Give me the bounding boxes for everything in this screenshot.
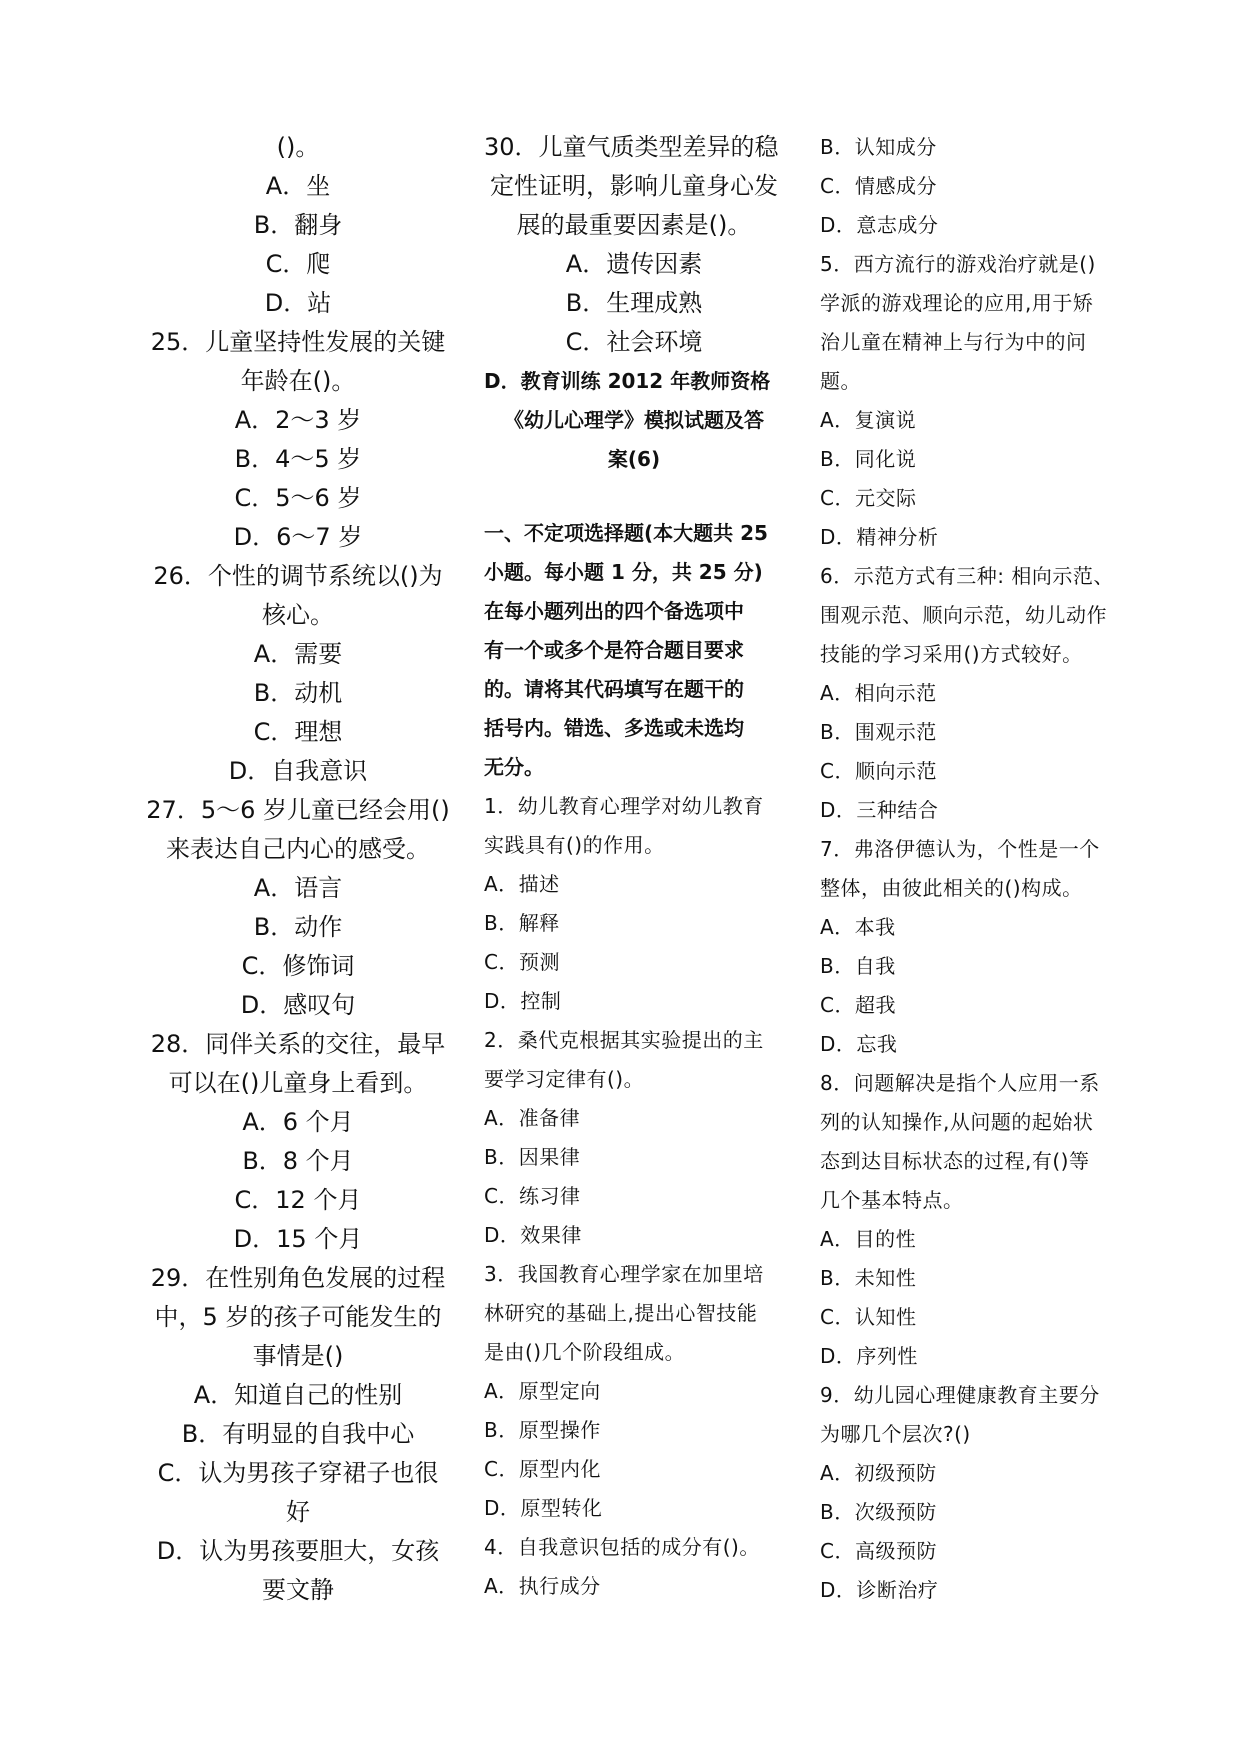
- column-right: [820, 128, 1120, 1610]
- instruction-line: 括号内。错选、多选或未选均: [484, 716, 744, 740]
- question-line: 几个基本特点。: [820, 1188, 964, 1212]
- question-line: 展的最重要因素是()。: [516, 211, 752, 239]
- question-line: 30．儿童气质类型差异的稳: [484, 133, 779, 161]
- question-line: D．三种结合: [820, 798, 939, 822]
- question-line: 1．幼儿教育心理学对幼儿教育: [484, 794, 764, 818]
- text-line: A．需要: [253, 640, 343, 668]
- question-line: B．生理成熟: [565, 289, 703, 317]
- text-line: A．6 个月: [242, 1108, 354, 1136]
- question-line: B．因果律: [484, 1145, 581, 1169]
- question-line: D．诊断治疗: [820, 1578, 939, 1602]
- text-line: 可以在()儿童身上看到。: [168, 1069, 428, 1097]
- question-line: B．自我: [820, 954, 896, 978]
- question-line: C．高级预防: [820, 1539, 937, 1563]
- text-line: C．爬: [265, 250, 331, 278]
- title-line: 《幼儿心理学》模拟试题及答: [504, 408, 764, 432]
- question-line: 治儿童在精神上与行为中的问: [820, 330, 1087, 354]
- text-line: 28．同伴关系的交往，最早: [150, 1030, 446, 1058]
- text-line: 26．个性的调节系统以()为: [153, 562, 443, 590]
- text-line: C．修饰词: [241, 952, 355, 980]
- text-line: A．2～3 岁: [234, 406, 362, 434]
- text-line: B．动作: [253, 913, 343, 941]
- text-line: D．15 个月: [233, 1225, 363, 1253]
- question-line: 定性证明，影响儿童身心发: [490, 172, 778, 200]
- text-line: A．坐: [265, 172, 331, 200]
- question-30-block: [484, 128, 784, 362]
- text-line: 好: [286, 1498, 310, 1526]
- question-line: B．围观示范: [820, 720, 937, 744]
- text-line: D．站: [264, 289, 332, 317]
- question-line: 围观示范、顺向示范，幼儿动作: [820, 603, 1107, 627]
- exam-title-block: [484, 362, 784, 479]
- question-line: B．原型操作: [484, 1418, 601, 1442]
- text-line: D．认为男孩要胆大，女孩: [156, 1537, 440, 1565]
- text-line: B．有明显的自我中心: [181, 1420, 415, 1448]
- question-line: 为哪几个层次?(): [820, 1422, 971, 1446]
- question-line: B．次级预防: [820, 1500, 937, 1524]
- question-line: B．认知成分: [820, 135, 937, 159]
- question-line: 技能的学习采用()方式较好。: [820, 642, 1083, 666]
- text-line: 核心。: [262, 601, 334, 629]
- question-line: C．练习律: [484, 1184, 581, 1208]
- question-line: C．社会环境: [565, 328, 703, 356]
- question-line: A．相向示范: [820, 681, 937, 705]
- question-line: A．本我: [820, 915, 896, 939]
- question-line: 6．示范方式有三种: 相向示范、: [820, 564, 1114, 588]
- text-line: C．12 个月: [234, 1186, 362, 1214]
- question-line: A．准备律: [484, 1106, 581, 1130]
- title-line: 案(6): [607, 447, 661, 471]
- question-line: 8．问题解决是指个人应用一系: [820, 1071, 1100, 1095]
- question-line: D．忘我: [820, 1032, 898, 1056]
- question-line: 4．自我意识包括的成分有()。: [484, 1535, 760, 1559]
- question-line: 2．桑代克根据其实验提出的主: [484, 1028, 764, 1052]
- question-line: B．未知性: [820, 1266, 917, 1290]
- text-line: C．理想: [253, 718, 343, 746]
- text-line: 中，5 岁的孩子可能发生的: [154, 1303, 442, 1331]
- question-line: 整体，由彼此相关的()构成。: [820, 876, 1083, 900]
- instruction-line: 有一个或多个是符合题目要求: [484, 638, 744, 662]
- section-instructions: [484, 514, 784, 787]
- question-line: A．复演说: [820, 408, 917, 432]
- question-line: A．描述: [484, 872, 560, 896]
- question-line: 态到达目标状态的过程,有()等: [820, 1149, 1090, 1173]
- text-line: 25．儿童坚持性发展的关键: [150, 328, 446, 356]
- question-line: B．解释: [484, 911, 560, 935]
- question-line: D．效果律: [484, 1223, 582, 1247]
- question-line: 要学习定律有()。: [484, 1067, 645, 1091]
- spacer: [484, 479, 784, 514]
- text-line: B．动机: [253, 679, 343, 707]
- instruction-line: 小题。每小题 1 分，共 25 分): [484, 560, 763, 584]
- text-line: 27．5～6 岁儿童已经会用(): [146, 796, 450, 824]
- text-line: ()。: [276, 133, 320, 161]
- question-line: A．原型定向: [484, 1379, 601, 1403]
- question-line: C．超我: [820, 993, 896, 1017]
- question-line: C．预测: [484, 950, 560, 974]
- question-line: 5．西方流行的游戏治疗就是(): [820, 252, 1096, 276]
- question-line: C．认知性: [820, 1305, 917, 1329]
- question-line: C．原型内化: [484, 1457, 601, 1481]
- question-line: 林研究的基础上,提出心智技能: [484, 1301, 758, 1325]
- question-line: D．序列性: [820, 1344, 918, 1368]
- text-line: B．4～5 岁: [234, 445, 362, 473]
- text-line: D．自我意识: [228, 757, 368, 785]
- column-middle: [484, 128, 784, 1606]
- text-line: A．语言: [253, 874, 343, 902]
- text-line: 事情是(): [252, 1342, 344, 1370]
- question-line: B．同化说: [820, 447, 917, 471]
- text-line: 要文静: [262, 1576, 334, 1604]
- question-line: D．控制: [484, 989, 562, 1013]
- question-line: 学派的游戏理论的应用,用于矫: [820, 291, 1094, 315]
- questions-block: [484, 787, 784, 1606]
- column-left: [138, 128, 458, 1610]
- title-line: D．教育训练 2012 年教师资格: [484, 369, 771, 393]
- question-line: C．顺向示范: [820, 759, 937, 783]
- text-line: C．认为男孩子穿裙子也很: [157, 1459, 439, 1487]
- question-line: C．元交际: [820, 486, 917, 510]
- question-line: A．执行成分: [484, 1574, 601, 1598]
- question-line: 是由()几个阶段组成。: [484, 1340, 686, 1364]
- question-line: 3．我国教育心理学家在加里培: [484, 1262, 764, 1286]
- question-line: A．初级预防: [820, 1461, 937, 1485]
- question-line: 7．弗洛伊德认为，个性是一个: [820, 837, 1100, 861]
- question-line: 题。: [820, 369, 861, 393]
- question-line: D．原型转化: [484, 1496, 603, 1520]
- question-line: 9．幼儿园心理健康教育主要分: [820, 1383, 1100, 1407]
- instruction-line: 无分。: [484, 755, 544, 779]
- question-line: 实践具有()的作用。: [484, 833, 665, 857]
- text-line: 29．在性别角色发展的过程: [150, 1264, 446, 1292]
- text-line: B．翻身: [253, 211, 343, 239]
- instruction-line: 的。请将其代码填写在题干的: [484, 677, 744, 701]
- question-line: D．意志成分: [820, 213, 939, 237]
- question-line: A．遗传因素: [565, 250, 703, 278]
- text-line: C．5～6 岁: [234, 484, 362, 512]
- text-line: A．知道自己的性别: [193, 1381, 403, 1409]
- question-line: C．情感成分: [820, 174, 937, 198]
- question-line: A．目的性: [820, 1227, 917, 1251]
- text-line: 年龄在()。: [240, 367, 356, 395]
- question-line: D．精神分析: [820, 525, 939, 549]
- text-line: D．感叹句: [240, 991, 356, 1019]
- question-line: 列的认知操作,从问题的起始状: [820, 1110, 1094, 1134]
- instruction-line: 在每小题列出的四个备选项中: [484, 599, 744, 623]
- text-line: D．6～7 岁: [233, 523, 363, 551]
- text-line: 来表达自己内心的感受。: [166, 835, 430, 863]
- instruction-line: 一、不定项选择题(本大题共 25: [484, 521, 768, 545]
- text-line: B．8 个月: [242, 1147, 354, 1175]
